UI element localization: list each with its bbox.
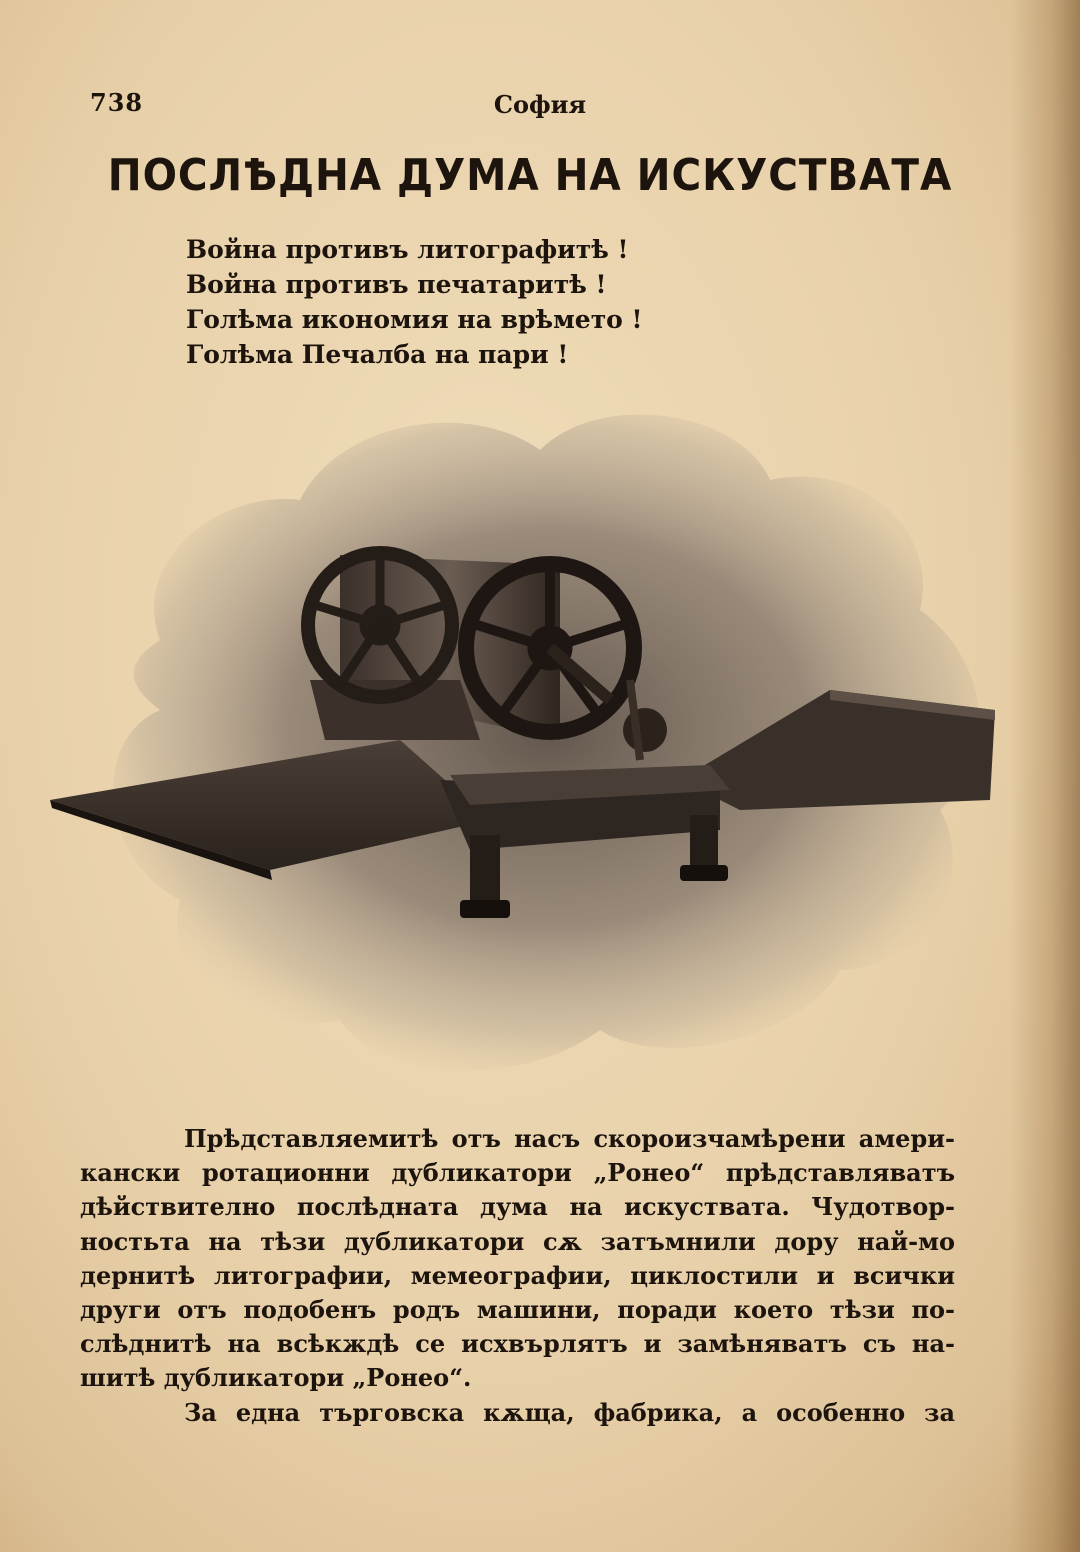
slogan-line: Война противъ литографитѣ !: [186, 235, 629, 264]
body-line: За една търговска кѫща, фабрика, а особенно за: [184, 1397, 955, 1427]
slogan-line: Голѣма икономия на врѣмето !: [186, 305, 643, 334]
body-line: дернитѣ литографии, мемеографии, циклостили и всички: [80, 1260, 955, 1290]
body-line: кански ротационни дубликатори „Ронео“ прѣдставляватъ: [80, 1158, 955, 1188]
rotary-duplicator-machine-icon: [40, 380, 1020, 1100]
body-line: ностьта на тѣзи дубликатори сѫ затъмнили дору най-мо: [80, 1226, 955, 1256]
body-line: други отъ подобенъ родъ машини, поради което тѣзи по-: [80, 1295, 955, 1325]
running-head: София: [493, 90, 587, 119]
slogan-line: Голѣма Печалба на пари !: [186, 340, 569, 369]
body-line: шитѣ дубликатори „Ронео“.: [80, 1363, 472, 1393]
body-line: дѣйствително послѣдната дума на искуствата. Чудотвор-: [80, 1192, 955, 1222]
slogan-line: Война противъ печатаритѣ !: [186, 270, 607, 299]
duplicator-illustration: [40, 380, 1020, 1100]
page-gutter-shadow: [1010, 0, 1080, 1552]
body-line: слѣднитѣ на всѣкждѣ се исхвърлятъ и замѣняватъ съ на-: [80, 1329, 955, 1359]
slogan-list: [186, 232, 643, 372]
page-number: 738: [90, 88, 144, 117]
body-line: Прѣдставляемитѣ отъ насъ скороизчамѣрени амери-: [184, 1124, 955, 1153]
page-title: ПОСЛѢДНА ДУМА НА ИСКУСТВАТА: [107, 150, 953, 201]
advertisement-body: [80, 1122, 955, 1430]
